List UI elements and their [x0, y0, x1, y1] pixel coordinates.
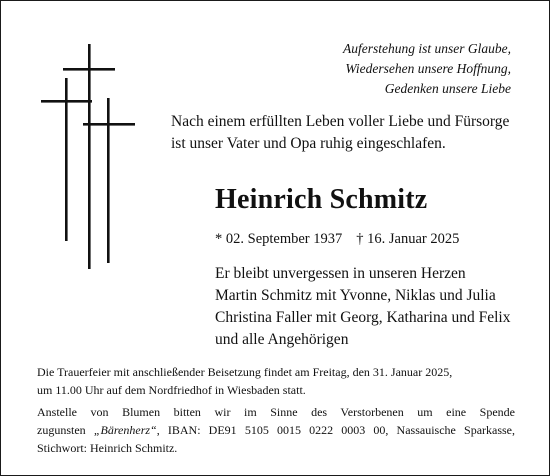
- funeral-line: um 11.00 Uhr auf dem Nordfriedhof in Wiesbaden statt.: [37, 383, 306, 397]
- donation-notice: [37, 403, 515, 457]
- cross-left-beam: [41, 100, 92, 103]
- mourners-block: [215, 263, 510, 351]
- crosses-icon: [1, 1, 181, 291]
- deceased-name: Heinrich Schmitz: [215, 184, 428, 215]
- mourner-line: Er bleibt unvergessen in unseren Herzen: [215, 265, 466, 282]
- intro-line: Nach einem erfüllten Leben voller Liebe und Fürsorge: [171, 113, 510, 130]
- motto-line: Auferstehung ist unser Glaube,: [343, 41, 511, 56]
- charity-name: „Bärenherz“: [93, 423, 157, 437]
- donation-bank-details: , IBAN: DE91 5105 0015 0222 0003 00, Nassauische Sparkasse,: [156, 423, 516, 437]
- mourner-line: Martin Schmitz mit Yvonne, Niklas und Julia: [215, 287, 496, 304]
- mourner-line: und alle Angehörigen: [215, 331, 349, 348]
- donation-line: Anstelle von Blumen bitten wir im Sinne des Verstorbenen um eine Spende: [37, 405, 515, 419]
- birth-date: * 02. September 1937: [215, 231, 343, 247]
- motto-verse: [343, 39, 511, 99]
- motto-line: Wiedersehen unsere Hoffnung,: [345, 61, 511, 76]
- donation-line: [37, 421, 515, 439]
- cross-middle-beam: [63, 68, 115, 71]
- donation-keyword: Stichwort: Heinrich Schmitz.: [37, 441, 178, 455]
- death-date: † 16. Januar 2025: [356, 231, 460, 247]
- life-dates: [215, 229, 459, 249]
- cross-right-upright: [107, 98, 110, 263]
- funeral-line: Die Trauerfeier mit anschließender Beisetzung findet am Freitag, den 31. Januar 2025,: [37, 365, 453, 379]
- funeral-notice: [37, 363, 515, 399]
- donation-prefix: zugunsten: [37, 423, 94, 437]
- intro-text: [171, 111, 509, 155]
- cross-right-beam: [83, 123, 135, 126]
- intro-line: ist unser Vater und Opa ruhig eingeschlafen.: [171, 135, 446, 152]
- cross-middle-upright: [88, 44, 91, 269]
- motto-line: Gedenken unsere Liebe: [384, 81, 511, 96]
- mourner-line: Christina Faller mit Georg, Katharina und Felix: [215, 309, 511, 326]
